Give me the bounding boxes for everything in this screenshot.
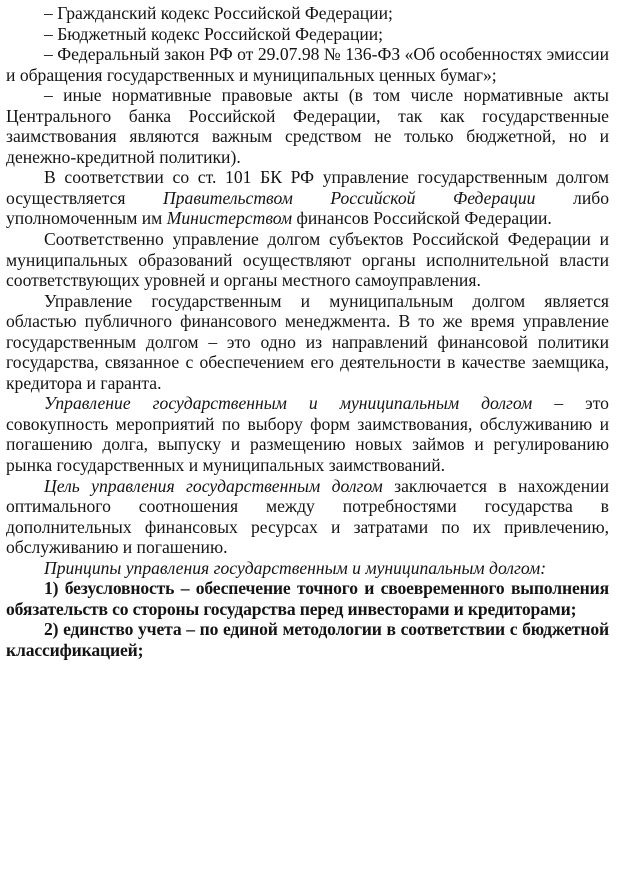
text-segment: – Гражданский кодекс Российской Федерации;	[44, 3, 393, 23]
paragraph	[6, 44, 609, 85]
italic-text-segment: Министерством	[166, 208, 293, 229]
document-body	[6, 3, 609, 661]
paragraph	[6, 558, 609, 579]
text-segment: – Федеральный закон РФ от 29.07.98 № 136-ФЗ «Об особенностях эмиссии и обращения государственных и муниципальных ценных бумаг»;	[6, 44, 609, 85]
italic-text-segment: Управление государственным и муниципальным долгом	[44, 393, 533, 414]
text-segment: заключается в нахождении оптимального соотношения между потребностями государства в дополнительных финансовых ресурсах и затратами по их привлечению, обслуживанию и погашению.	[6, 475, 609, 558]
paragraph	[6, 85, 609, 167]
paragraph	[6, 393, 609, 475]
text-segment: 2) единство учета – по единой методологии в соответствии с бюджетной классификацией;	[6, 619, 609, 660]
text-segment: В соответствии со ст. 101 БК РФ управление государственным долгом осуществляется	[6, 167, 609, 208]
paragraph	[6, 229, 609, 291]
italic-text-segment: Принципы управления государственным и муниципальным долгом:	[44, 557, 547, 578]
paragraph	[6, 291, 609, 394]
paragraph	[6, 24, 609, 45]
text-segment: Соответственно управление долгом субъектов Российской Федерации и муниципальных образований осуществляют органы исполнительной власти соответствующих уровней и органы местного самоуправления.	[6, 229, 609, 291]
text-segment: – Бюджетный кодекс Российской Федерации;	[44, 23, 384, 44]
italic-text-segment: Правительством Российской Федерации	[163, 187, 536, 208]
text-segment: 1) безусловность – обеспечение точного и своевременного выполнения обязательств со стороны государства перед инвесторами и кредиторами;	[6, 578, 609, 619]
text-segment: – иные нормативные правовые акты (в том числе нормативные акты Центрального банка Российской Федерации, так как государственные заимствования являются важным средством не только бюджетной, но и денежно-кредитной политики).	[6, 85, 609, 167]
italic-text-segment: Цель управления государственным долгом	[44, 475, 383, 496]
paragraph	[6, 476, 609, 558]
text-segment: либо уполномоченным им	[6, 187, 609, 229]
paragraph	[6, 3, 609, 24]
paragraph	[6, 619, 609, 660]
paragraph	[6, 167, 609, 229]
text-segment: Управление государственным и муниципальным долгом является областью публичного финансового менеджмента. В то же время управление государственным долгом – это одно из направлений финансовой политики государства, связанное с обеспечением его деятельности в качестве заемщика, кредитора и гаранта.	[6, 290, 609, 393]
paragraph	[6, 578, 609, 619]
text-segment: финансов Российской Федерации.	[292, 208, 552, 229]
text-segment: – это совокупность мероприятий по выбору форм заимствования, обслуживанию и погашению долга, выпуску и размещению новых займов и регулированию рынка государственных и муниципальных заимствований.	[6, 393, 609, 476]
